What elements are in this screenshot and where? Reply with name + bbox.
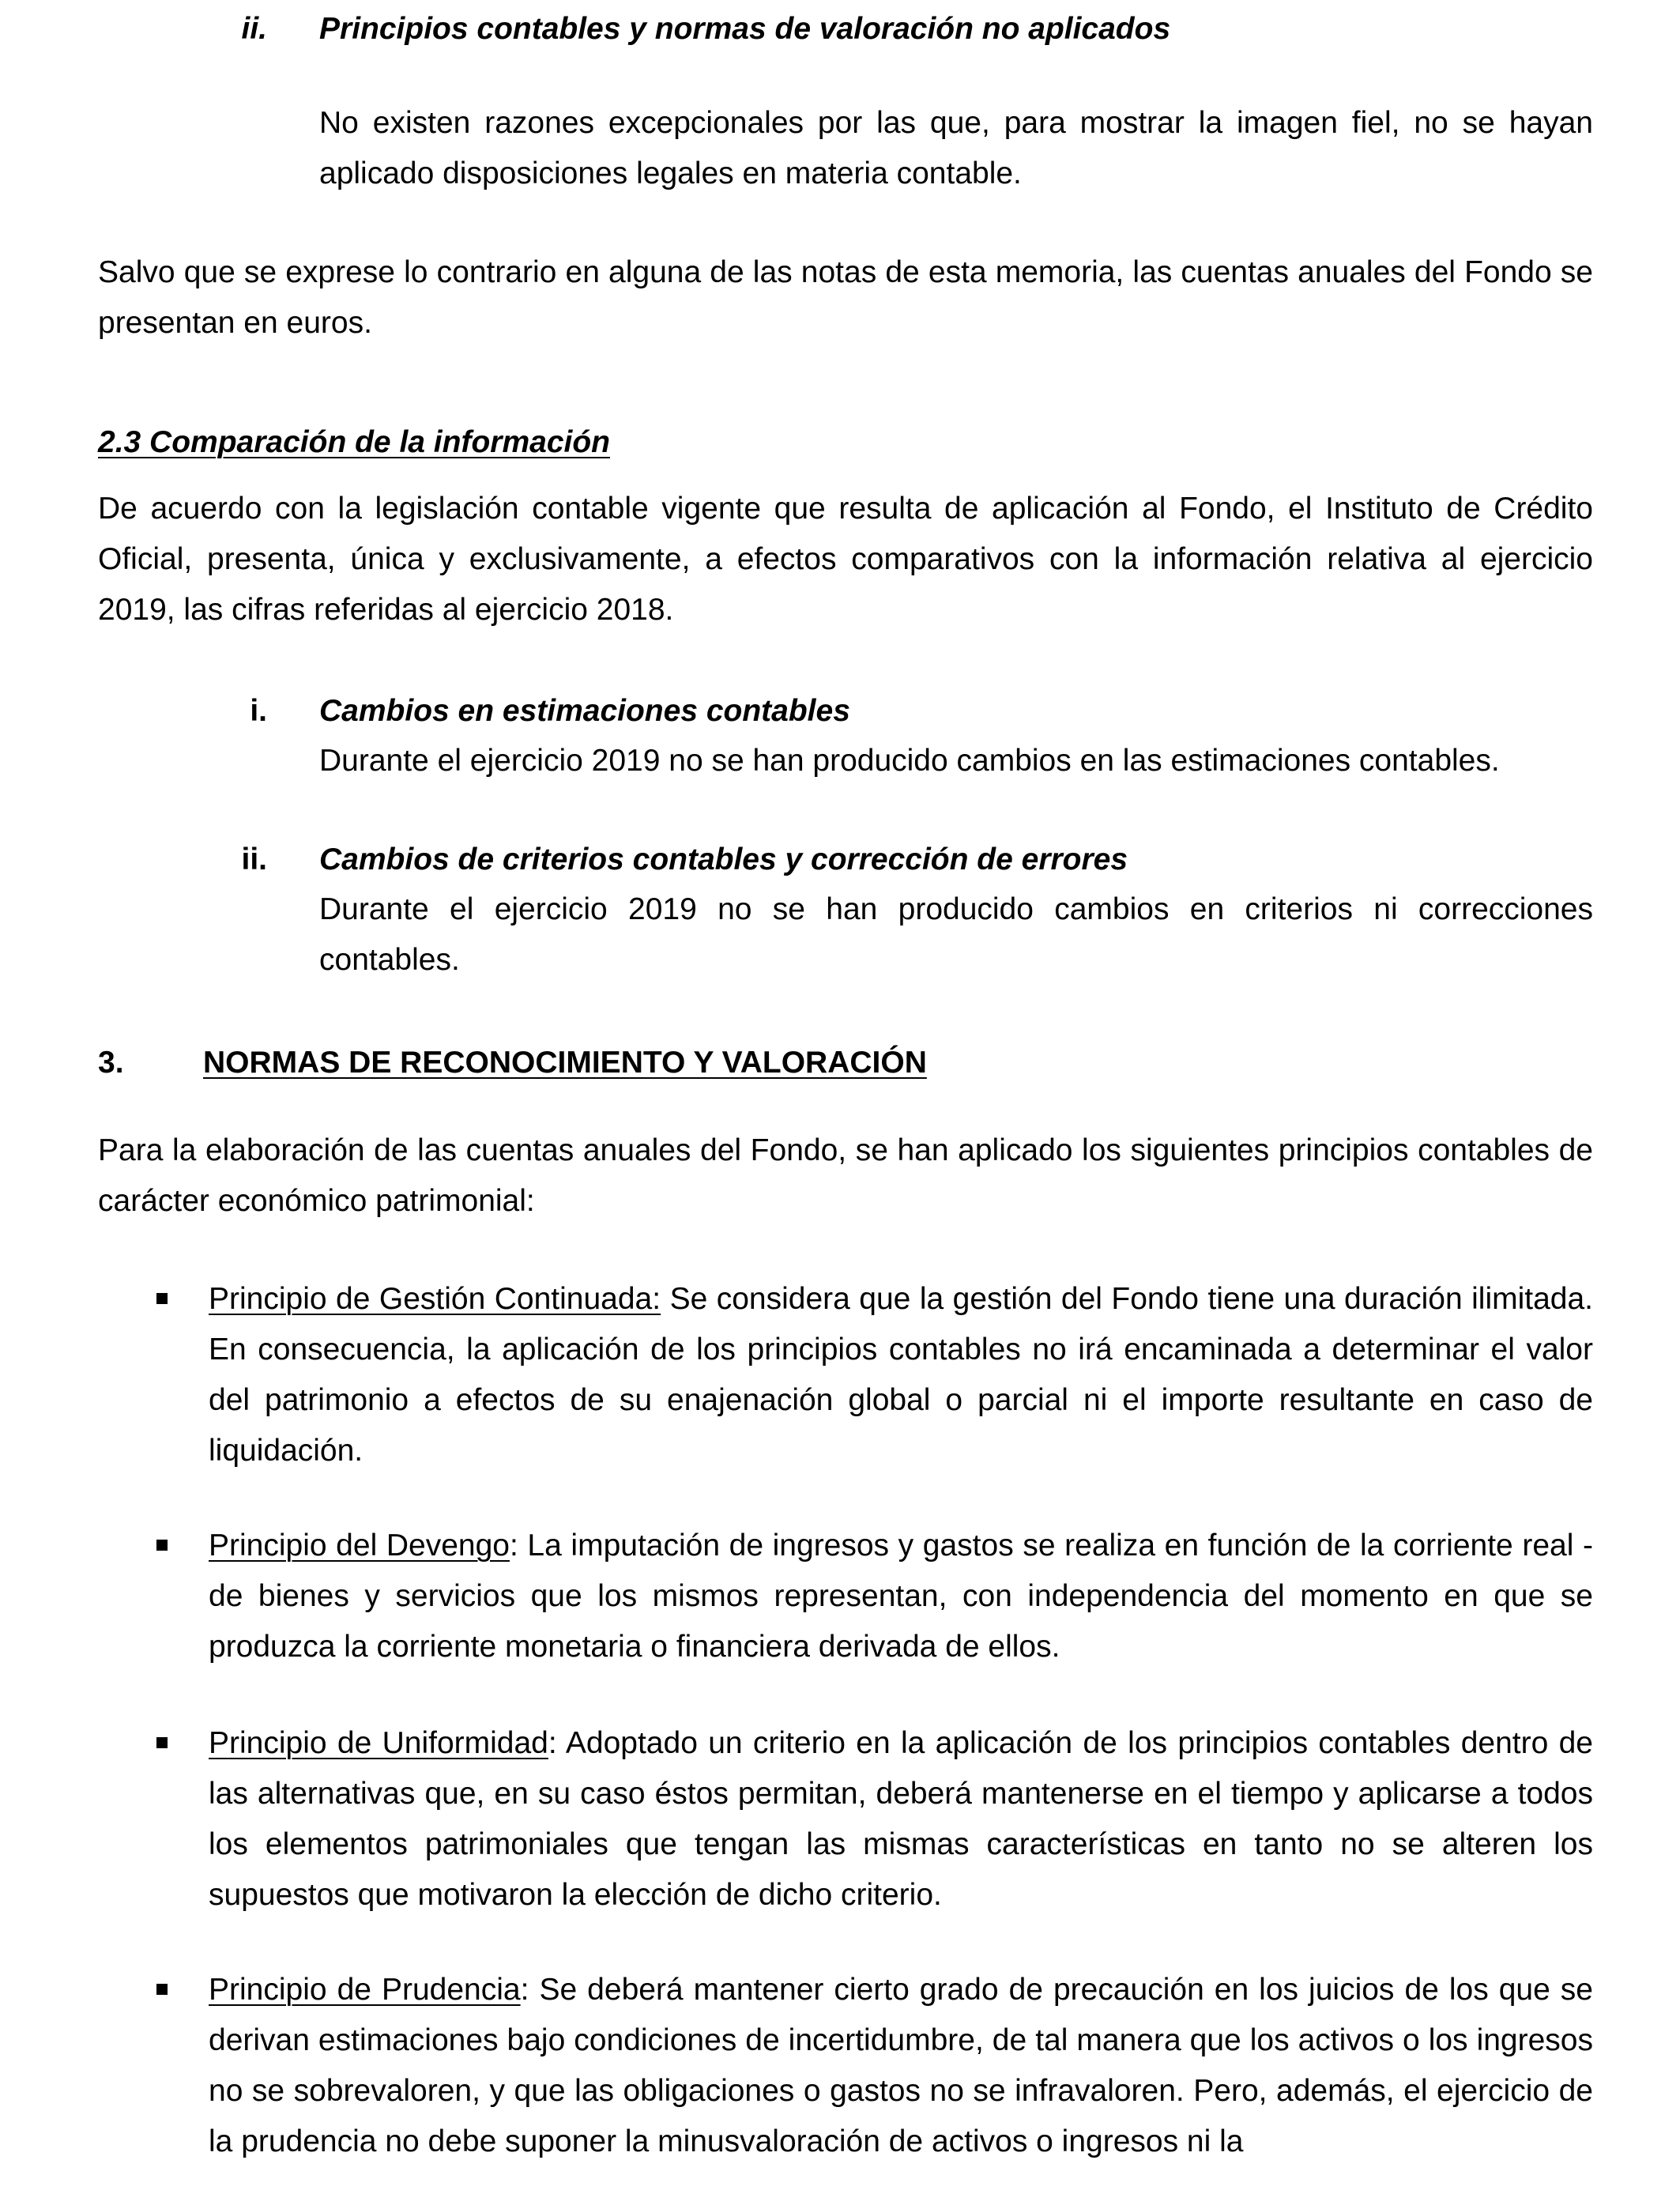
item-heading: Cambios de criterios contables y corrección de errores	[319, 843, 1128, 876]
bullet-icon	[156, 1737, 168, 1748]
section-number: 3.	[98, 1046, 124, 1080]
principle-title: Principio de Gestión Continuada:	[209, 1282, 661, 1316]
principle-text: : Adoptado un criterio en la aplicación de los principios contables dentro de las alternativas que, en su caso éstos permitan, deberá mantenerse en el tiempo y aplicarse a todos los elementos patrimoniales que tengan las mismas características en tanto no se alteren los supuestos que motivaron la elección de dicho criterio.	[209, 1726, 1593, 1912]
bullet-icon	[156, 1293, 168, 1304]
item-number: ii.	[241, 843, 267, 876]
subsection-heading: Principios contables y normas de valoración no aplicados	[319, 12, 1171, 46]
list-item	[209, 1521, 1593, 1672]
section-body: De acuerdo con la legislación contable vigente que resulta de aplicación al Fondo, el Instituto de Crédito Oficial, presenta, única y exclusivamente, a efectos comparativos con la información relativa al ejercicio 2019, las cifras referidas al ejercicio 2018.	[98, 492, 1593, 627]
item-number: i.	[250, 694, 267, 728]
subsection-number: ii.	[241, 12, 267, 46]
subsection-body: No existen razones excepcionales por las que, para mostrar la imagen fiel, no se hayan aplicado disposiciones legales en materia contable.	[319, 106, 1593, 190]
principle-text: : La imputación de ingresos y gastos se realiza en función de la corriente real - de bienes y servicios que los mismos representan, con independencia del momento en que se produzca la corriente monetaria o financiera derivada de ellos.	[209, 1529, 1593, 1664]
currency-paragraph: Salvo que se exprese lo contrario en alguna de las notas de esta memoria, las cuentas anuales del Fondo se presentan en euros.	[98, 255, 1593, 340]
bullet-icon	[156, 1540, 168, 1551]
bullet-icon	[156, 1984, 168, 1995]
principle-title: Principio de Uniformidad	[209, 1726, 548, 1760]
item-heading: Cambios en estimaciones contables	[319, 694, 850, 728]
section-heading: 2.3 Comparación de la información	[98, 425, 610, 459]
principle-title: Principio de Prudencia	[209, 1973, 521, 2007]
list-item	[209, 1718, 1593, 1921]
list-item	[209, 1274, 1593, 1476]
section-heading: NORMAS DE RECONOCIMIENTO Y VALORACIÓN	[203, 1046, 927, 1080]
item-body: Durante el ejercicio 2019 no se han producido cambios en criterios ni correcciones contables.	[319, 892, 1593, 977]
principle-text: Se considera que la gestión del Fondo tiene una duración ilimitada. En consecuencia, la aplicación de los principios contables no irá encaminada a determinar el valor del patrimonio a efectos de su enajenación global o parcial ni el importe resultante en caso de liquidación.	[209, 1282, 1593, 1468]
section-intro: Para la elaboración de las cuentas anuales del Fondo, se han aplicado los siguientes principios contables de carácter económico patrimonial:	[98, 1133, 1593, 1218]
item-body: Durante el ejercicio 2019 no se han producido cambios en las estimaciones contables.	[319, 744, 1500, 778]
principle-text: : Se deberá mantener cierto grado de precaución en los juicios de los que se derivan estimaciones bajo condiciones de incertidumbre, de tal manera que los activos o los ingresos no se sobrevaloren, y que las obligaciones o gastos no se infravaloren. Pero, además, el ejercicio de la prudencia no debe suponer la minusvaloración de activos o ingresos ni la	[209, 1973, 1593, 2158]
list-item	[209, 1965, 1593, 2167]
principle-title: Principio del Devengo	[209, 1529, 510, 1563]
